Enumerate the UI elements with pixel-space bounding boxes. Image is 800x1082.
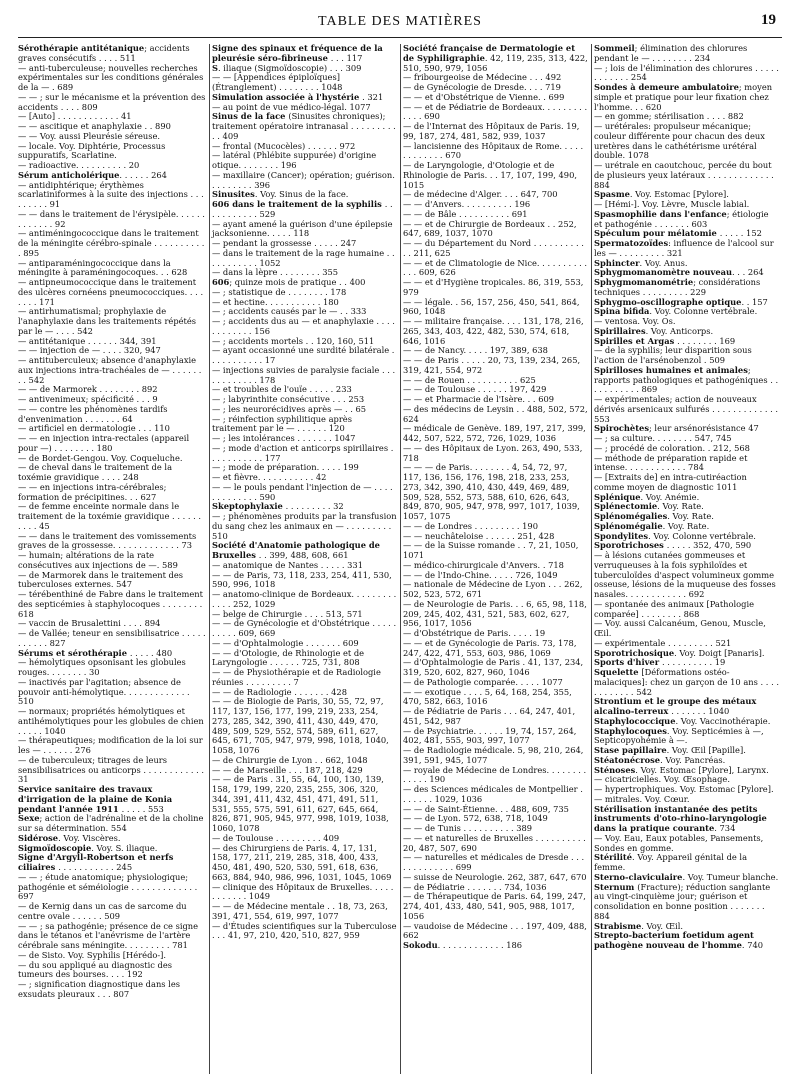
index-entry: — — de Médecine mentale . . 18, 73, 263, 391, 471, 554, 619, 997, 1077 [212,901,388,921]
index-entry: — antiparaméningococcique dans la méningite à paraméningocoques. . . 628 [18,257,188,278]
index-entry: — de médecine d'Alger. . . . 647, 700 [403,189,558,200]
index-entry: — de Sisto. Voy. Syphilis [Hérédo-]. [18,949,167,960]
page-header [18,12,782,34]
index-entry: — hypertrophiques. Voy. Estomac [Pylore]. [594,784,774,794]
index-entry: Strabisme. Voy. Œil. [594,920,684,931]
index-entry: Splénomégalie. Voy. Rate. [594,520,710,531]
index-entry: — ayant occasionné une surdité bilatérale . . . . . . . . . . . 17 [212,345,395,365]
index-entry: Sphincter. Voy. Anus. [594,257,688,268]
index-entry: — — de Radiologie . . . . . . . 428 [212,686,347,697]
index-entry: — méthode de préparation rapide et intense. . . . . . . . . . . . 784 [594,452,748,473]
index-entry: — de Thérapeutique de Paris. 64, 199, 247, 274, 401, 433, 480, 541, 905, 988, 1017, 1056 [403,891,586,921]
index-entry: — de Laryngologie, d'Otologie et de Rhinologie de Paris. . . 17, 107, 199, 490, 1015 [403,160,577,190]
index-entry: Spirillaires. Voy. Anticorps. [594,325,714,336]
index-entry: — — de Saint-Étienne. . . 488, 609, 735 [403,803,569,814]
index-entry: — au point de vue médico-légal. 1077 [212,101,371,112]
index-entry: — — — de Paris. . . . . . . . 4, 54, 72, 97, 117, 136, 156, 176, 198, 218, 233, 253, 273, 342, 390, 410, 430, 449, 469, 489, 509, 528, 552, 573, 588, 610, 626, 643, 849, 870, 905, 947, 978, 997, 1017, 1039, 1057, 1075 [403,462,580,521]
index-entry: — — et d'Hygiène tropicales. 86, 319, 553, 979 [403,277,584,297]
index-entry: — dans le traitement de la rage humaine . . . . . . . . . . . 1052 [212,247,395,268]
index-entry: — médicale de Genève. 189, 197, 217, 399, 442, 507, 522, 572, 726, 1029, 1036 [403,423,586,443]
index-entry: — ; les neurorécidives après — . . 65 [212,403,367,414]
index-entry: — de Pathologie comparée. . . . . 1077 [403,676,563,687]
index-entry: — — et naturelles de Bruxelles . . . . . . . . . . 20, 487, 507, 690 [403,832,586,853]
index-entry: — belge de Chirurgie . . . . 513, 571 [212,608,363,619]
index-entry: — — de la Suisse romande . . 7, 21, 1050, 1071 [403,540,579,560]
index-entry: Splénique. Voy. Anémie. [594,491,700,502]
index-entry: — — ; étude anatomique; physiologique; pathogénie et séméiologie . . . . . . . . . . . . . 697 [18,871,198,902]
index-entry: — — en injections intra-cérébrales; formation de précipitines. . . 627 [18,481,167,502]
index-entry: Sphygmomanométrie; considérations techniques . . . . . . . . . 229 [594,277,761,297]
header-rule [18,37,782,38]
index-entry: — [Extraits de] en intra-cutiréaction comme moyen de diagnostic 1011 [594,472,747,492]
index-entry: Sterno-claviculaire. Voy. Tumeur blanche. [594,871,779,882]
index-entry: Sinus de la face (Sinusites chroniques); traitement opératoire intranasal . . . . . . . . . . . 409 [212,111,396,141]
index-entry: — mitrales. Voy. Cœur. [594,793,690,804]
index-entry: — et hectine. . . . . . . . . . . 180 [212,296,339,307]
index-entry: Signe des spinaux et fréquence de la pleurésie séro-fibrineuse . . . 117 [212,44,383,63]
index-entry: — ; accidents causés par le — . . 333 [212,306,367,317]
index-entry: — — de Toulouse . . . . . . 197, 429 [403,384,547,395]
index-entry: — lancisienne des Hôpitaux de Rome. . . . . . . . . . . . . 670 [403,140,584,161]
index-entry: — cicatricielles. Voy. Œsophage. [594,774,730,785]
index-entry: Spermatozoïdes: influence de l'alcool sur les — . . . . . . . . . 321 [594,238,774,258]
index-entry: — de tuberculeux; titrages de leurs sensibilisatrices ou anticorps . . . . . . . . . . . . 31 [18,754,205,785]
index-entry: — — de l'Indo-Chine. . . . . 726, 1049 [403,569,558,580]
index-entry: Squelette [Déformations ostéo-malaciques]: chez un garçon de 10 ans . . . . . . . . . . . . 542 [594,667,779,697]
index-entry: Sphygmomanomètre nouveau. . . 264 [594,267,764,278]
index-entry: Sphygmo-oscillographe optique. . 157 [594,296,768,307]
index-entry: Staphylococcique. Voy. Vaccinothérapie. [594,715,771,726]
index-entry: Sérums et sérothérapie . . . . . 480 [18,647,173,658]
index-entry: — radioactive. . . . . . . . . . 20 [18,160,140,170]
index-entry: — de Pédiatrie . . . . . . . 734, 1036 [403,881,547,892]
index-entry: — antirhumatismal; prophylaxie de l'anaphylaxie dans les traitements répétés par le — . . . . 542 [18,306,197,336]
index-entry: — en gomme; stérilisation . . . . 882 [594,111,744,122]
index-entry: — — de Lyon. 572, 638, 718, 1049 [403,813,548,824]
index-entry: — thérapeutiques; modification de la loi sur les — . . . . . . 276 [18,735,203,755]
index-entry: — — dans le traitement de l'érysipèle. . . . . . . . . . . . . 92 [18,208,205,229]
index-entry: Service sanitaire des travaux d'irrigation de la plaine de Konia pendant l'année 1911 . . . . . 553 [18,784,173,814]
index-entry: — ; mode d'action et anticorps spirillaires . . . . . . . . . . . 177 [212,442,394,463]
index-entry: Stérilisation instantanée des petits instruments d'oto-rhino-laryngologie dans la pratique courante. 734 [594,803,767,833]
index-entry: — ; statistique de . . . . . . . . 178 [212,286,347,297]
index-entry: — de Vallée; teneur en sensibilisatrice . . . . . . . . . . . 827 [18,628,206,648]
index-entry: — — et Pharmacie de l'Isère. . . 609 [403,394,555,404]
index-entry: — d'Études scientifiques sur la Tuberculose . . . 41, 97, 210, 420, 510, 827, 959 [212,920,397,941]
index-entry: Sténoses. Voy. Estomac [Pylore], Larynx. [594,764,769,775]
index-entry: Sérothérapie antitétanique; accidents graves consécutifs . . . . 511 [18,44,190,63]
index-entry: — ; procédé de coloration. . 212, 568 [594,442,750,453]
index-entry: Spirochètes; leur arsénorésistance 47 [594,423,759,434]
index-entry: — de Psychiatrie. . . . . . 19, 74, 157, 264, 402, 481, 555, 903, 997, 1077 [403,725,577,746]
index-columns [18,44,782,1074]
index-entry: — — de Bâle . . . . . . . . . . 691 [403,208,528,219]
index-entry: — de Radiologie médicale. 5, 98, 210, 264, 391, 591, 945, 1077 [403,745,584,765]
index-entry: — fribourgeoise de Médecine . . . 492 [403,72,562,83]
index-entry: — — Voy. aussi Pleurésie séreuse. [18,130,161,141]
index-entry: — — de Paris, 73, 118, 233, 254, 411, 530, 590, 996, 1018 [212,569,392,590]
index-entry: — expérimentale . . . . . . . . . 521 [594,637,732,648]
index-entry: Sokodu. . . . . . . . . . . . . 186 [403,940,523,950]
index-entry: — — et de Climatologie de Nice. . . . . . . . . . . . . 609, 626 [403,257,588,278]
index-entry: — — de Nancy. . . . . 197, 389, 638 [403,345,548,356]
index-entry: Sigmoïdoscopie. Voy. S. iliaque. [18,842,158,853]
index-entry: — pendant la grossesse . . . . . 247 [212,238,357,248]
index-entry: — de Pédiatrie de Paris . . . 64, 247, 401, 451, 542, 987 [403,706,576,726]
index-entry: — — dans le traitement des vomissements graves de la grossesse. . . . . . . . . . . . . 73 [18,530,197,551]
index-entry: — antidiphtérique; érythèmes scarlatiniformes à la suite des injections . . . . . . . . . 91 [18,179,204,209]
index-entry: Stérilité. Voy. Appareil génital de la femme. [594,852,748,872]
index-entry: — des Chirurgiens de Paris. 4, 17, 131, 158, 177, 211, 219, 285, 318, 400, 433, 450, 481, 490, 520, 530, 591, 618, 636, 663, 884, 940, 986, 996, 1031, 1045, 1069 [212,842,392,882]
index-entry: Spondylites. Voy. Colonne vertébrale. [594,530,756,541]
index-entry: — antiméningococcique dans le traitement de la méningite cérébro-spinale . . . . . . . . . . . 895 [18,228,205,258]
index-entry: — — ; sa pathogénie; présence de ce signe dans le tétanos et l'anévrisme de l'artère cérébrale sans méningite. . . . . . . . . 781 [18,920,199,950]
index-entry: — térébenthiné de Fabre dans le traitement des septicémies à staphylocoques . . . . . . . . 618 [18,589,203,619]
index-entry: — — de Gynécologie et d'Obstétrique . . . . . . . . . . 609, 669 [212,618,397,638]
index-entry: — — d'Anvers. . . . . . . . . . 196 [403,199,531,209]
index-entry: Sidérose. Voy. Viscères. [18,832,121,843]
index-entry: Splénomégalies. Voy. Rate. [594,511,714,521]
index-entry: Sporotrichosique. Voy. Doigt [Panaris]. [594,647,765,658]
index-entry: 606; quinze mois de pratique . . 400 [212,277,366,287]
index-entry: Sommeil; élimination des chlorures pendant le — . . . . . . . . 234 [594,44,748,63]
index-entry: — humain; altérations de la rate consécutives aux injections de —. 589 [18,550,178,570]
index-entry: — — naturelles et médicales de Dresde . . . . . . . . . . . . . 699 [403,852,585,872]
index-entry: — — ; sur le mécanisme et la prévention des accidents . . . . 809 [18,91,206,112]
index-entry: — Voy. aussi Calcanéum, Genou, Muscle, Œil. [594,618,766,638]
index-entry: — d'Obstétrique de Paris. . . . . 19 [403,628,546,638]
index-entry: — — en injection intra-rectales (appareil pour —) . . . . . . . . 180 [18,433,190,453]
index-entry: — — des Hôpitaux de Lyon. 263, 490, 533, 718 [403,442,583,463]
index-entry: — de femme enceinte normale dans le traitement de la toxémie gravidique . . . . . . . . . . 45 [18,501,202,531]
index-entry: — — et d'Obstétrique de Vienne. . 699 [403,91,565,102]
index-entry: — de cheval dans le traitement de la toxémie gravidique . . . . 248 [18,462,173,482]
index-entry: — des médecins de Leysin . . 488, 502, 572, 624 [403,403,588,424]
index-entry: — ; lois de l'élimination des chlorures . . . . . . . . . . . . 254 [594,62,779,83]
index-entry: — de Toulouse . . . . . . . . . 409 [212,832,340,843]
index-entry: — antitétanique . . . . . . 344, 391 [18,335,157,346]
index-entry: — de Neurologie de Paris. . . 6, 65, 98, 118, 209, 245, 402, 431, 521, 583, 602, 627, 956, 1017, 1056 [403,598,587,629]
index-entry: — — [Appendices épiploïques] (Étranglement) . . . . . . . . 1048 [212,72,343,92]
index-entry: — nationale de Médecine de Lyon . . . 262, 502, 523, 572, 671 [403,579,583,599]
index-entry: — — de Paris . . . . . 20, 73, 139, 234, 265, 319, 421, 554, 972 [403,355,581,375]
index-entry: — ; mode de préparation. . . . . 199 [212,462,359,473]
index-entry: — de Bordet-Gengou. Voy. Coqueluche. [18,452,183,463]
index-entry: — antituberculeux; absence d'anaphylaxie aux injections intra-trachéales de — . . . . . . . . 542 [18,355,202,385]
index-entry: — ventosa. Voy. Os. [594,316,676,326]
index-entry: — des Sciences médicales de Montpellier . . . . . . . 1029, 1036 [403,784,583,804]
index-entry: — — de Marseille . . . 187, 218, 429 [212,764,363,775]
index-entry: — — neuchâteloise . . . . . . 251, 428 [403,530,555,541]
index-entry: — ; accidents mortels . . 120, 160, 511 [212,335,375,346]
index-entry: — normaux; propriétés hémolytiques et antihémolytiques pour les globules de chien . . . . . 1040 [18,706,204,736]
index-entry: — de la syphilis; leur disparition sous l'action de l'arsénobenzol . 509 [594,345,752,365]
index-entry: — Voy. Eau, Eaux potables, Pansements, Sondes en gomme. [594,832,764,853]
index-entry: — urétérales: propulseur mécanique; couleur différente pour chacun des deux uretères dans le cathétérisme urétéral double. 1078 [594,121,765,161]
index-entry: — — de Physiothérapie et de Radiologie réunies . . . . . . . . . 7 [212,667,381,687]
index-entry: — latéral (Phlébite suppurée) d'origine otique. . . . . . . . 196 [212,150,377,170]
index-entry: — du sou appliqué au diagnostic des tumeurs des bourses. . . . 192 [18,959,173,980]
index-entry: — vaccin de Brusalettini . . . . 894 [18,618,161,629]
index-entry: — d'Ophtalmologie de Paris . 41, 137, 234, 319, 520, 602, 827, 960, 1046 [403,657,584,677]
index-entry: Strepto-bacterium foetidum agent pathogène nouveau de l'homme. 740 [594,930,764,950]
index-entry: — et troubles de l'ouïe . . . . . 233 [212,384,352,395]
index-entry: Société française de Dermatologie et de Syphiligraphie. 42, 119, 235, 313, 422, 510, 590, 979, 1056 [403,44,588,73]
index-entry: — — militaire française. . . . 131, 178, 216, 265, 343, 403, 422, 482, 530, 574, 618, 646, 1016 [403,316,584,346]
index-entry: Spirilles et Argas . . . . . . . . 169 [594,335,736,346]
index-entry: — ; réinfection syphilitique après traitement par le — . . . . . . 120 [212,413,352,434]
index-entry: — — de Londres . . . . . . . . . 190 [403,520,538,531]
index-entry: — [Auto] . . . . . . . . . . . . 41 [18,111,132,122]
index-entry: Stase papillaire. Voy. Œil [Papille]. [594,745,746,755]
index-entry: Sporotrichoses . . . . . 352, 470, 590 [594,540,752,551]
index-entry: Société d'Anatomie pathologique de Bruxelles . . 399, 488, 608, 661 [212,540,380,560]
index-entry: — antipneumococcique dans le traitement des ulcères cornéens pneumococciques. . . . . . . . 171 [18,277,204,307]
index-entry: — — ascitique et anaphylaxie . . 890 [18,121,171,131]
index-entry: — — contre les phénomènes tardifs d'envenimation . . . . . . . 64 [18,403,168,424]
index-entry: — frontal (Mucocèles) . . . . . . 972 [212,140,356,151]
index-entry: — de Chirurgie de Lyon . . 662, 1048 [212,754,368,765]
index-entry: — ; phénomènes produits par la transfusion du sang chez les animaux en — . . . . . . . . . 510 [212,511,397,541]
index-entry: — anti-tuberculeuse; nouvelles recherches expérimentales sur les conditions générales de la — . 689 [18,62,204,92]
index-entry: — de Kernig dans un cas de sarcome du centre ovale . . . . . . 509 [18,901,187,921]
index-column-3 [400,44,591,1074]
index-column-4 [591,44,782,1074]
index-entry: 606 dans le traitement de la syphilis . . . . . . . . . . . 529 [212,199,393,219]
index-entry: — — de Marmorek . . . . . . . . 892 [18,384,158,395]
index-entry: — artificiel en dermatologie . . . 110 [18,423,170,434]
index-entry: — suisse de Neurologie. 262, 387, 647, 670 [403,871,587,882]
index-entry: Spasme. Voy. Estomac [Pylore]. [594,189,729,200]
index-entry: Simulation associée à l'hystérie . 321 [212,91,384,102]
index-entry: — — le pouls pendant l'injection de — . . . . . . . . . . . . . 590 [212,481,393,502]
index-entry: — ; signification diagnostique dans les exsudats pleuraux . . . 807 [18,979,181,999]
index-entry: — — et de Chirurgie de Bordeaux . . 252, 647, 689, 1037, 1070 [403,218,577,239]
index-entry: — — de Biologie de Paris, 30, 55, 72, 97, 117, 137, 156, 177, 199, 219, 233, 254, 273, 285, 342, 390, 411, 430, 449, 470, 489, 509, 529, 552, 574, 589, 611, 627, 645, 671, 705, 947, 979, 998, 1018, 1040, 1058, 1076 [212,696,389,755]
index-entry: S. iliaque (Sigmoïdoscopie) . . . 309 [212,62,362,73]
index-entry: Sinusites. Voy. Sinus de la face. [212,189,349,200]
index-entry: — ; sa culture. . . . . . . . 547, 745 [594,433,732,443]
index-entry: — vaudoise de Médecine . . . 197, 409, 488, 662 [403,920,587,941]
index-entry: — de Gynécologie de Dresde. . . . 719 [403,82,561,92]
index-entry: — clinique des Hôpitaux de Bruxelles. . . . . . . . . . . . 1049 [212,881,394,902]
index-entry: Splénectomie. Voy. Rate. [594,501,704,512]
index-entry: Spasmophilie dans l'enfance; étiologie et pathogénie . . . . . . . 603 [594,208,769,229]
index-entry: — royale de Médecine de Londres. . . . . . . . . . . . . 190 [403,764,587,785]
index-entry: — hémolytiques opsonisant les globules rouges. . . . . . . . 30 [18,657,186,677]
index-entry: Spirilloses humaines et animales; rapports pathologiques et pathogéniques . . . . . . . . . . . 869 [594,364,779,395]
index-column-1 [18,44,209,1074]
index-entry: — spontanée des animaux [Pathologie comparée] . . . . . . . . 868 [594,598,755,619]
index-entry: Spina bifida. Voy. Colonne vertébrale. [594,306,758,317]
index-entry: — [Hémi-]. Voy. Lèvre, Muscle labial. [594,199,750,209]
index-entry: Staphylocoques. Voy. Septicémies à —, Septicopyohémie à —. [594,725,764,746]
index-entry: Stéatonécrose. Voy. Pancréas. [594,754,726,765]
index-entry: — — d'Ophtalmologie . . . . . . . 609 [212,637,359,648]
index-entry: — maxillaire (Cancer); opération; guérison. . . . . . . . . 396 [212,169,395,190]
index-entry: — — de Tunis . . . . . . . . . . 389 [403,823,533,833]
index-entry: — dans la lèpre . . . . . . . . 355 [212,267,339,278]
index-entry: — — de Rouen . . . . . . . . . . 625 [403,374,536,385]
index-entry: — — et de Pédiatrie de Bordeaux. . . . . . . . . . . . . 690 [403,101,588,122]
index-entry: — et fièvre. . . . . . . . . . . 42 [212,472,327,482]
index-entry: — anatomique de Nantes . . . . . 331 [212,559,363,570]
index-entry: — ; les intolérances . . . . . . . 1047 [212,433,356,443]
index-entry: — médico-chirurgicale d'Anvers. . 718 [403,559,564,570]
index-entry: — — de Paris . 31, 55, 64, 100, 130, 139, 158, 179, 199, 220, 235, 255, 306, 320, 344, 391, 411, 432, 451, 471, 491, 511, 531, 555, 575, 591, 611, 627, 645, 664, 826, 871, 905, 945, 977, 998, 1019, 1038, 1060, 1078 [212,774,389,833]
index-entry: Sports d'hiver . . . . . . . . . . 19 [594,657,726,668]
index-entry: — — injection de — . . . . 320, 947 [18,345,161,356]
index-entry: Strontium et le groupe des métaux alcalino-terreux . . . . . . . 1040 [594,696,757,716]
page-number: 19 [761,12,776,28]
index-entry: Spéculum pour mélatomie . . . . . 152 [594,228,762,239]
index-entry: Sexe; action de l'adrénaline et de la choline sur sa détermination. 554 [18,813,204,833]
index-entry: — expérimentales; action de nouveaux dérivés arsenicaux sulfurés . . . . . . . . . . . . . 553 [594,394,779,424]
index-entry: — — du Département du Nord . . . . . . . . . . . . 211, 625 [403,238,584,258]
index-entry: — ; labyrinthite consécutive . . . 253 [212,394,365,404]
index-entry: — de l'Internat des Hôpitaux de Paris. 19, 99, 187, 274, 481, 582, 939, 1037 [403,121,580,141]
index-entry: — locale. Voy. Diphtérie, Processus suppuratifs, Scarlatine. [18,140,166,161]
index-entry: — ayant amené la guérison d'une épilepsie jacksonienne. . . . . 118 [212,218,393,239]
index-entry: — injections suivies de paralysie faciale . . . . . . . . . . . . 178 [212,364,396,385]
index-entry: — ; accidents dus au — et anaphylaxie . . . . . . . . . . . . 156 [212,316,395,336]
index-entry: — inactivés par l'agitation; absence de pouvoir anti-hémolytique. . . . . . . . . . . . . 510 [18,676,190,707]
index-entry: — à lésions cutanées gommeuses et verruqueuses à la fois syphiloïdes et tuberculoïdes d'aspect volumineux gomme osseuse, lésions de la muqueuse des fosses nasales. . . . . . . . . . . . 692 [594,550,776,599]
index-entry: Sternum (Fracture); réduction sanglante au vingt-cinquième jour; guérison et consolidation en bonne position . . . . . . . 884 [594,881,771,921]
index-entry: — — d'Otologie, de Rhinologie et de Laryngologie . . . . . . 725, 731, 808 [212,647,365,668]
index-entry: — urétrale en caoutchouc, percée du bout de plusieurs yeux latéraux . . . . . . . . . . . . . 884 [594,160,774,190]
index-column-2 [209,44,400,1074]
index-entry: — de Marmorek dans le traitement des tuberculoses externes. 547 [18,569,184,590]
page-title: TABLE DES MATIÈRES [318,14,482,29]
index-entry: — — légale. . 56, 157, 256, 450, 541, 864, 960, 1048 [403,296,580,317]
index-entry: Signe d'Argyll-Robertson et nerfs ciliaires . . . . . . . . . . . 245 [18,852,174,872]
index-entry: — anatomo-clinique de Bordeaux. . . . . . . . . . . . . 252, 1029 [212,589,397,609]
index-entry: Sondes à demeure ambulatoire; moyen simple et pratique pour leur fixation chez l'homme. . . 620 [594,82,773,112]
index-entry: Skeptophylaxie . . . . . . . . . 32 [212,501,344,512]
index-entry: — antivenimeux; spécificité . . . 9 [18,394,158,404]
index-entry: — — et de Gynécologie de Paris. 73, 178, 247, 422, 471, 553, 603, 986, 1069 [403,637,577,658]
index-entry: — — exotique . . . . 5, 64, 168, 254, 355, 470, 582, 663, 1016 [403,686,572,707]
index-entry: Sérum anticholérique. . . . . . 264 [18,169,167,180]
